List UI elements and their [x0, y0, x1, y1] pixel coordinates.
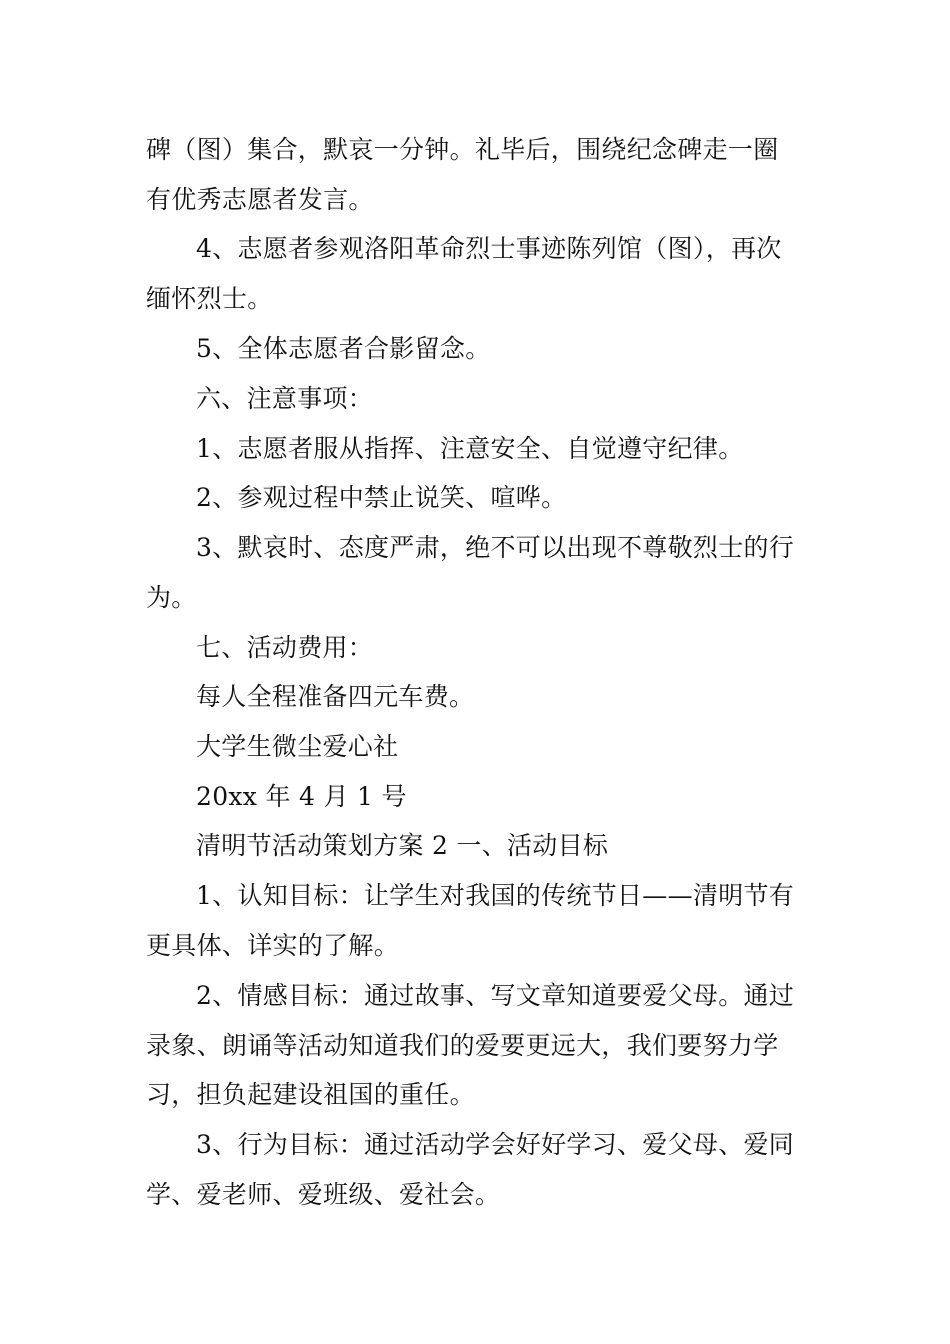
text-line: 为。 — [146, 583, 197, 612]
text-line: 3、行为目标：通过活动学会好好学习、爱父母、爱同 — [196, 1130, 795, 1159]
section-heading: 七、活动费用： — [196, 633, 374, 662]
text-line: 有优秀志愿者发言。 — [146, 185, 374, 214]
text-line: 4、志愿者参观洛阳革命烈士事迹陈列馆（图），再次 — [196, 234, 782, 263]
text-line: 1、志愿者服从指挥、注意安全、自觉遵守纪律。 — [196, 434, 744, 463]
text-line: 习，担负起建设祖国的重任。 — [146, 1080, 475, 1109]
text-line: 3、默哀时、态度严肃，绝不可以出现不尊敬烈士的行 — [196, 533, 795, 562]
text-line: 更具体、详实的了解。 — [146, 931, 400, 960]
text-line: 录象、朗诵等活动知道我们的爱要更远大，我们要努力学 — [146, 1031, 779, 1060]
text-line: 2、情感目标：通过故事、写文章知道要爱父母。通过 — [196, 981, 795, 1010]
signature-org: 大学生微尘爱心社 — [196, 732, 399, 761]
section-heading: 清明节活动策划方案 2 一、活动目标 — [196, 831, 609, 860]
text-line: 缅怀烈士。 — [146, 284, 273, 313]
signature-date: 20xx 年 4 月 1 号 — [196, 782, 407, 811]
text-line: 1、认知目标：让学生对我国的传统节日——清明节有 — [196, 881, 795, 910]
text-line: 2、参观过程中禁止说笑、喧哗。 — [196, 483, 567, 512]
text-line: 5、全体志愿者合影留念。 — [196, 334, 491, 363]
section-heading: 六、注意事项： — [196, 384, 374, 413]
text-line: 学、爱老师、爱班级、爱社会。 — [146, 1180, 501, 1209]
text-line: 每人全程准备四元车费。 — [196, 682, 475, 711]
text-line: 碑（图）集合，默哀一分钟。礼毕后，围绕纪念碑走一圈 — [146, 135, 779, 164]
